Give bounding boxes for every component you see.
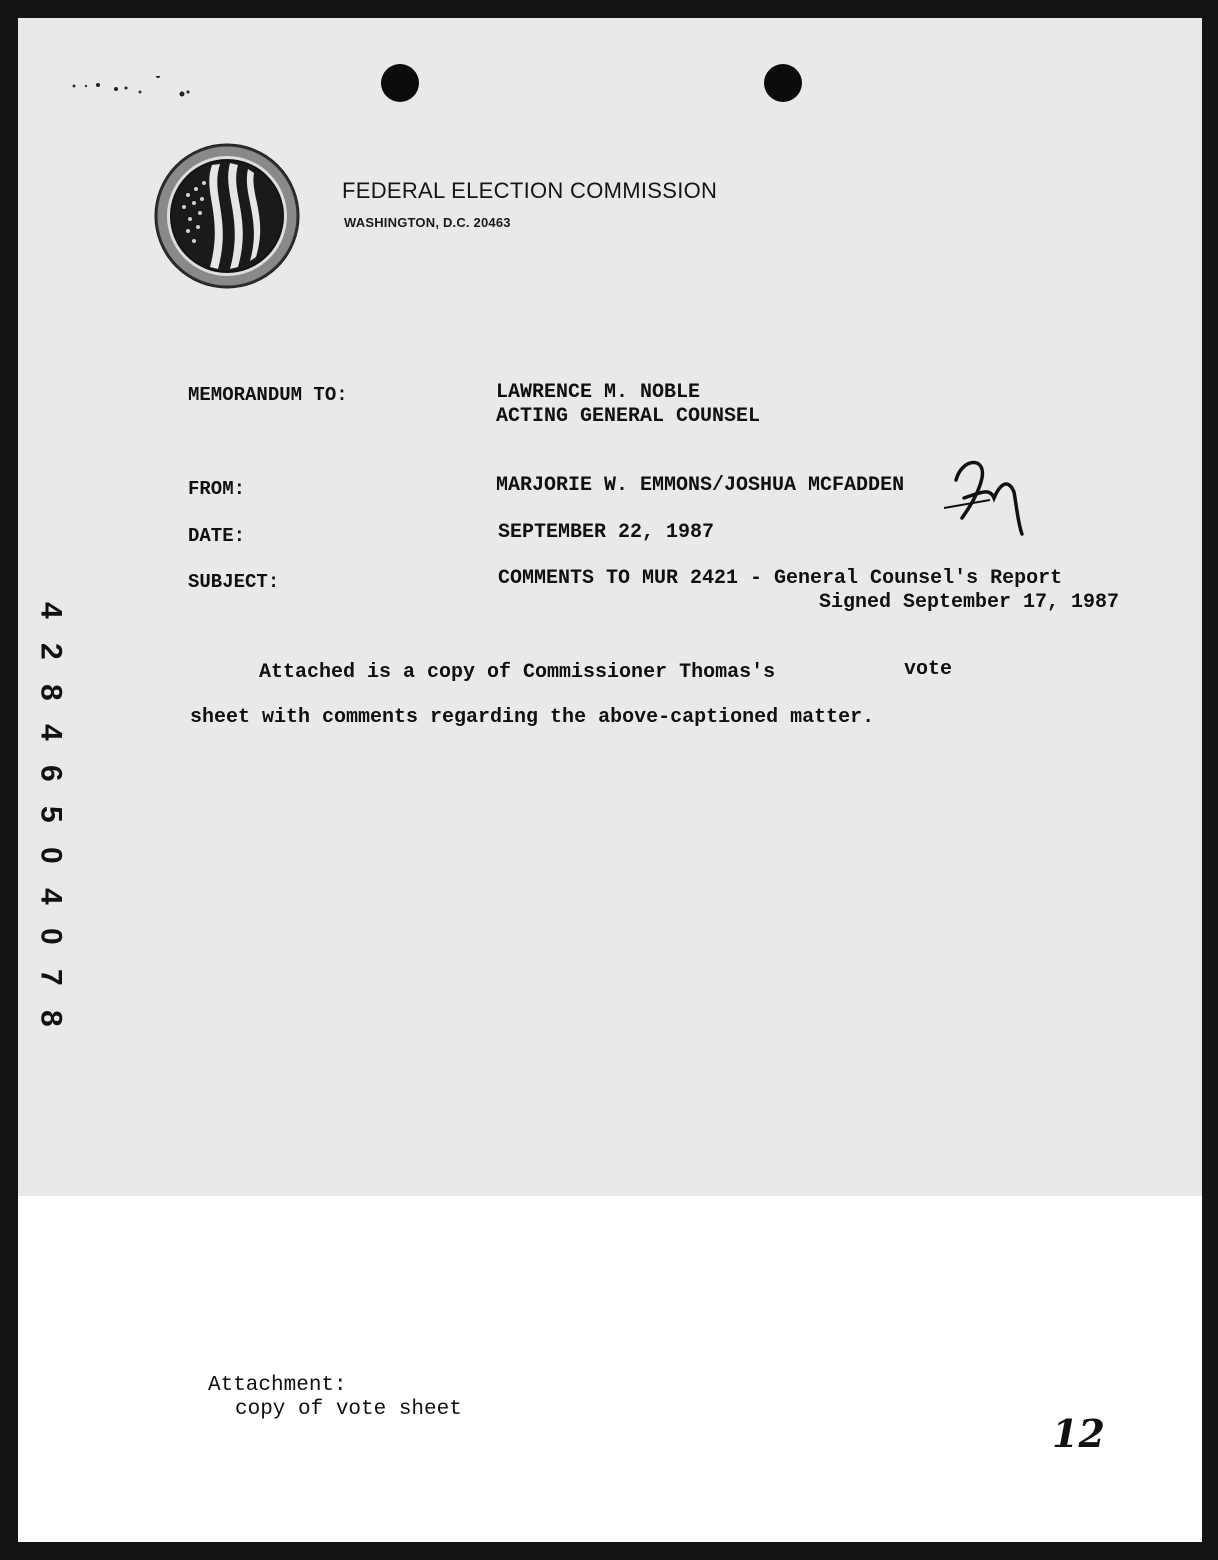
subject-line-2: Signed September 17, 1987 [819, 591, 1120, 614]
attachment-label: Attachment: [208, 1374, 347, 1397]
body-line-1-insert: vote [904, 658, 953, 681]
date-value: SEPTEMBER 22, 1987 [498, 521, 715, 544]
attachment-item: copy of vote sheet [235, 1398, 462, 1421]
agency-name: FEDERAL ELECTION COMMISSION [342, 178, 718, 203]
subject-line-1: COMMENTS TO MUR 2421 - General Counsel's Report [498, 567, 1063, 590]
body-line-1: Attached is a copy of Commissioner Thomas's [259, 661, 776, 684]
memo-page [18, 18, 1202, 1542]
memorandum-to-label: MEMORANDUM TO: [188, 384, 348, 406]
fec-seal-icon [154, 143, 300, 289]
recipient-title: ACTING GENERAL COUNSEL [496, 405, 761, 428]
agency-address: WASHINGTON, D.C. 20463 [344, 215, 511, 230]
scan-specks [70, 76, 210, 116]
from-value: MARJORIE W. EMMONS/JOSHUA MCFADDEN [496, 474, 905, 497]
subject-label: SUBJECT: [188, 571, 280, 593]
page-number: 12 [1052, 1411, 1105, 1456]
punch-hole-right [764, 64, 802, 102]
handwritten-initials-icon [942, 438, 1032, 538]
document-number-stamp: 4 2 8 4 6 5 0 4 0 7 8 [34, 602, 68, 1027]
from-label: FROM: [188, 478, 246, 500]
body-line-2: sheet with comments regarding the above-captioned matter. [190, 706, 875, 729]
punch-hole-left [381, 64, 419, 102]
recipient-name: LAWRENCE M. NOBLE [496, 381, 701, 404]
date-label: DATE: [188, 525, 246, 547]
page-lower-area [18, 1196, 1202, 1542]
